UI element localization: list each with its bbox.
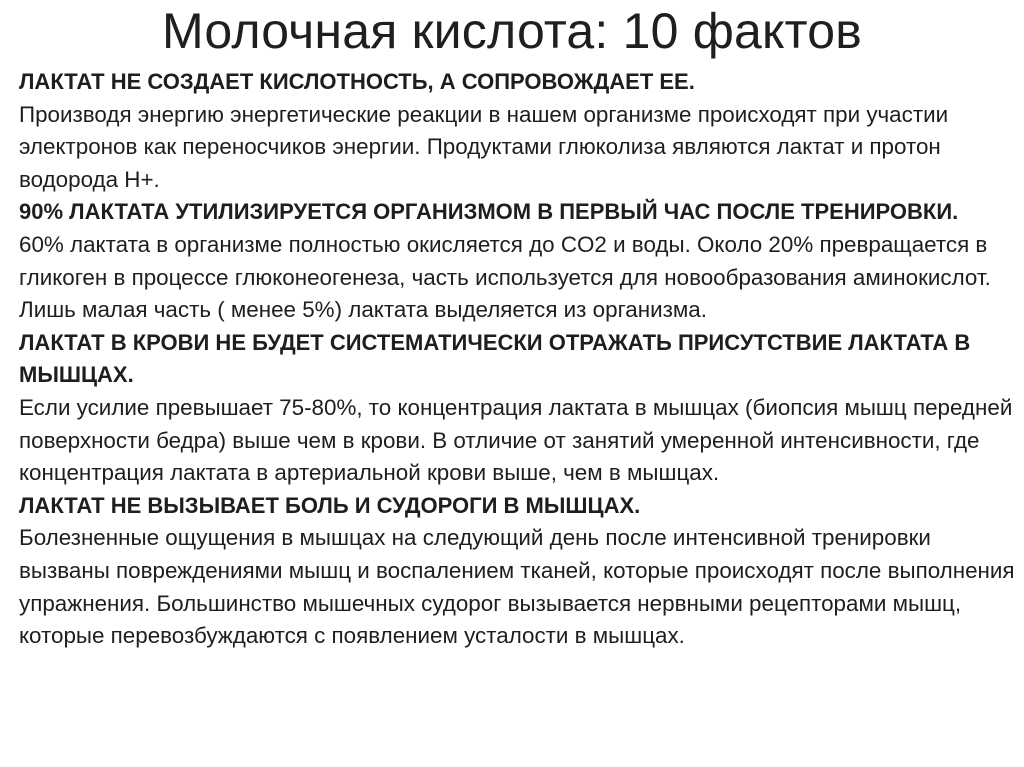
fact-body: Если усилие превышает 75-80%, то концентрация лактата в мышцах (биопсия мышц передней поверхности бедра) выше чем в крови. В отличие от занятий умеренной интенсивности, где концентрация лактата в артериальной крови выше, чем в мышцах. xyxy=(19,394,1013,486)
fact-heading: ЛАКТАТ НЕ ВЫЗЫВАЕТ БОЛЬ И СУДОРОГИ В МЫШЦАХ. xyxy=(19,492,641,518)
page-title: Молочная кислота: 10 фактов xyxy=(162,3,862,59)
fact-heading: ЛАКТАТ НЕ СОЗДАЕТ КИСЛОТНОСТЬ, А СОПРОВОЖДАЕТ ЕЕ. xyxy=(19,69,695,94)
fact-3 xyxy=(19,327,1019,490)
fact-heading: ЛАКТАТ В КРОВИ НЕ БУДЕТ СИСТЕМАТИЧЕСКИ ОТРАЖАТЬ ПРИСУТСТВИЕ ЛАКТАТА В МЫШЦАХ. xyxy=(19,329,971,388)
fact-4 xyxy=(19,490,1019,653)
fact-2 xyxy=(19,196,1019,326)
fact-body: Болезненные ощущения в мышцах на следующий день после интенсивной тренировки вызваны повреждениями мышц и воспалением тканей, которые происходят после выполнения упражнения. Большинство мышечных судорог вызывается нервными рецепторами мышц, которые перевозбуждаются с появлением усталости в мышцах. xyxy=(19,525,1015,649)
fact-body: Производя энергию энергетические реакции в нашем организме происходят при участии электронов как переносчиков энергии. Продуктами глюколиза являются лактат и протон водорода H+. xyxy=(19,101,949,192)
facts-content xyxy=(19,66,1019,653)
fact-heading: 90% ЛАКТАТА УТИЛИЗИРУЕТСЯ ОРГАНИЗМОМ В ПЕРВЫЙ ЧАС ПОСЛЕ ТРЕНИРОВКИ. xyxy=(19,199,959,225)
fact-1 xyxy=(19,66,1019,196)
fact-body: 60% лактата в организме полностью окисляется до CO2 и воды. Около 20% превращается в гликоген в процессе глюконеогенеза, часть используется для новообразования аминокислот. Лишь малая часть ( менее 5%) лактата выделяется из организма. xyxy=(19,231,991,323)
